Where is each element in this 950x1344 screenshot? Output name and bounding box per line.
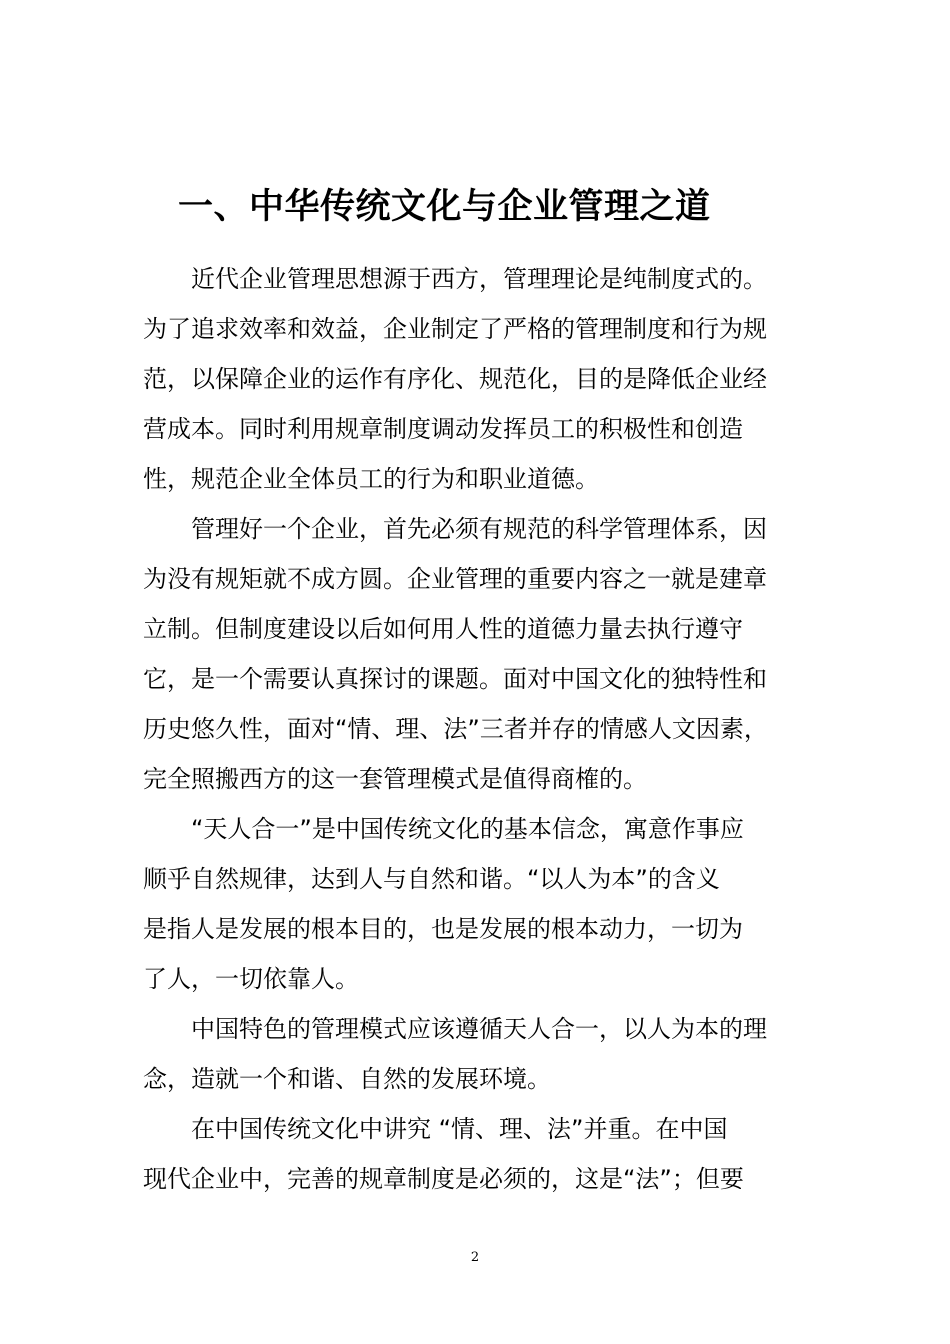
body-line: 营成本。同时利用规章制度调动发挥员工的积极性和创造 [143,415,743,443]
body-line: 念，造就一个和谐、自然的发展环境。 [143,1065,551,1093]
body-line: 管理好一个企业，首先必须有规范的科学管理体系，因 [143,515,767,543]
body-line: 性，规范企业全体员工的行为和职业道德。 [143,465,599,493]
body-line: 在中国传统文化中讲究 “情、理、法”并重。在中国 [143,1115,728,1143]
body-line: 它，是一个需要认真探讨的课题。面对中国文化的独特性和 [143,665,767,693]
page-number: 2 [470,1250,480,1265]
body-line: 范，以保障企业的运作有序化、规范化，目的是降低企业经 [143,365,767,393]
body-line: 了人，一切依靠人。 [143,965,359,993]
body-line: “天人合一”是中国传统文化的基本信念，寓意作事应 [143,815,744,843]
body-line: 为没有规矩就不成方圆。企业管理的重要内容之一就是建章 [143,565,767,593]
section-heading: 一、中华传统文化与企业管理之道 [178,187,711,227]
body-line: 完全照搬西方的这一套管理模式是值得商榷的。 [143,765,647,793]
body-line: 为了追求效率和效益，企业制定了严格的管理制度和行为规 [143,315,767,343]
body-line: 顺乎自然规律，达到人与自然和谐。“以人为本”的含义 [143,865,720,893]
body-line: 历史悠久性，面对“情、理、法”三者并存的情感人文因素， [143,715,768,743]
body-line: 立制。但制度建设以后如何用人性的道德力量去执行遵守 [143,615,743,643]
body-line: 中国特色的管理模式应该遵循天人合一，以人为本的理 [143,1015,767,1043]
body-line: 是指人是发展的根本目的，也是发展的根本动力，一切为 [143,915,743,943]
body-line: 近代企业管理思想源于西方，管理理论是纯制度式的。 [143,265,767,293]
body-line: 现代企业中，完善的规章制度是必须的，这是“法”；但要 [143,1165,744,1193]
